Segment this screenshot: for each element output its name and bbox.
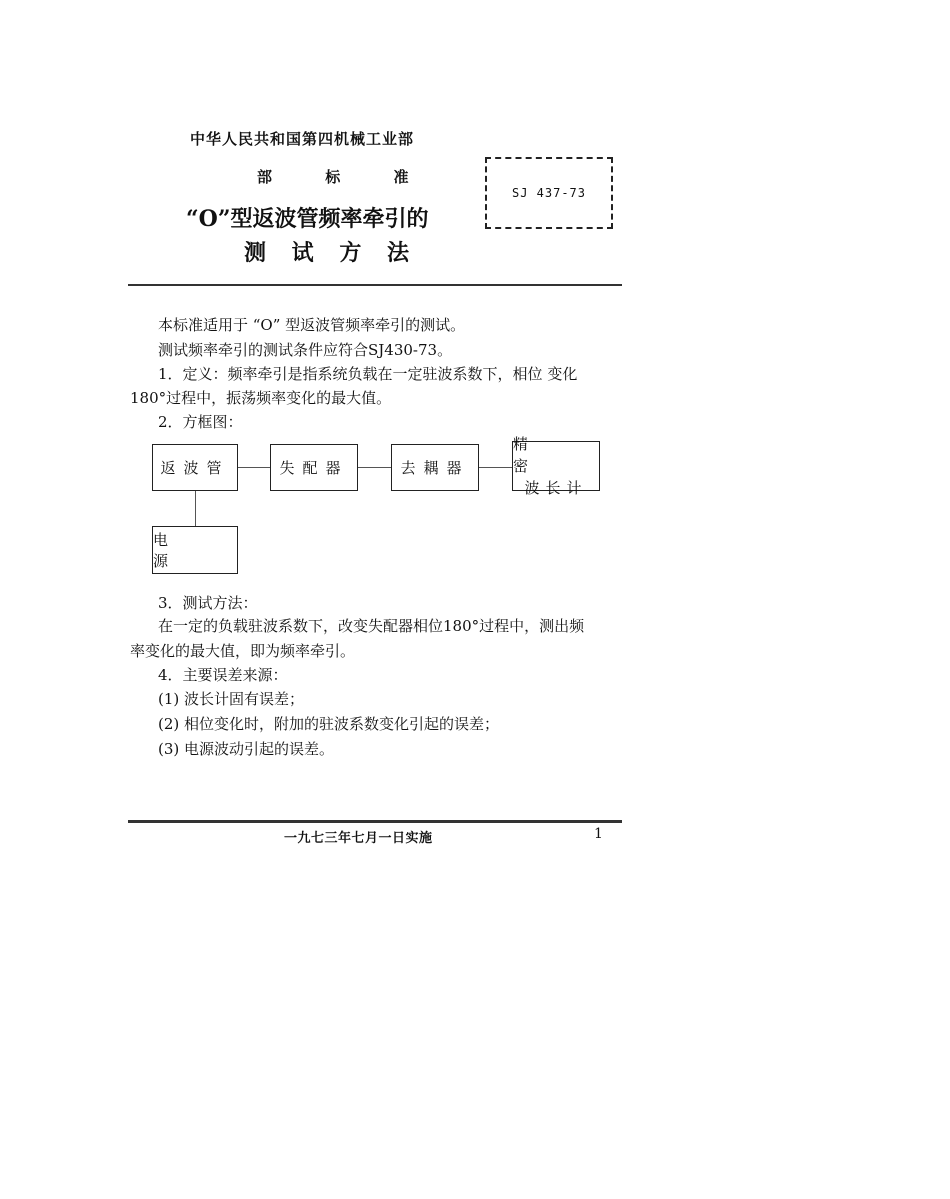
diagram-block-power	[152, 526, 238, 574]
method-heading: 3．测试方法：	[158, 594, 258, 612]
intro-line-1: 本标准适用于 “O” 型返波管频率牵引的测试。	[158, 316, 466, 334]
connector-decoupler-wavemeter	[479, 467, 512, 468]
error-item-2: (2) 相位变化时，附加的驻波系数变化引起的误差；	[158, 715, 500, 733]
diagram-heading: 2．方框图：	[158, 413, 243, 431]
standard-code-box	[485, 157, 613, 229]
diagram-block-mismatch	[270, 444, 358, 491]
document-title-line2: 测 试 方 法	[244, 240, 418, 266]
error-item-1: (1) 波长计固有误差；	[158, 690, 305, 708]
footer-divider	[128, 820, 622, 823]
error-item-3: (3) 电源波动引起的误差。	[158, 740, 335, 758]
diagram-block-bwo-label: 返波管	[160, 459, 230, 477]
intro-line-2: 测试频率牵引的测试条件应符合SJ430-73。	[158, 341, 453, 359]
diagram-block-wavemeter	[512, 435, 600, 497]
diagram-block-wavemeter-label-2: 波长计	[524, 479, 588, 497]
diagram-block-power-label: 电 源	[153, 531, 199, 570]
connector-bwo-power	[195, 491, 196, 526]
diagram-block-mismatch-label: 失配器	[279, 459, 349, 477]
diagram-block-wavemeter-label-1: 精 密	[513, 435, 551, 475]
connector-bwo-mismatch	[238, 467, 270, 468]
effective-date: 一九七三年七月一日实施	[284, 831, 433, 846]
definition-line-2: 180°过程中，振荡频率变化的最大值。	[130, 389, 392, 407]
standard-type: 部 标 准	[257, 168, 433, 186]
method-line-1: 在一定的负载驻波系数下，改变失配器相位180°过程中，测出频	[158, 617, 585, 635]
diagram-block-bwo	[152, 444, 238, 491]
method-line-2: 率变化的最大值，即为频率牵引。	[130, 642, 356, 660]
document-title-line1: “O”型返波管频率牵引的	[186, 206, 429, 232]
header-divider	[128, 284, 622, 286]
page-number: 1	[594, 826, 603, 842]
diagram-block-decoupler	[391, 444, 479, 491]
connector-mismatch-decoupler	[358, 467, 391, 468]
diagram-block-decoupler-label: 去耦器	[400, 459, 470, 477]
error-heading: 4．主要误差来源：	[158, 666, 288, 684]
ministry-name: 中华人民共和国第四机械工业部	[190, 130, 415, 148]
definition-line-1: 1．定义：频率牵引是指系统负载在一定驻波系数下，相位 变化	[158, 365, 578, 383]
standard-code: SJ 437-73	[511, 186, 587, 200]
